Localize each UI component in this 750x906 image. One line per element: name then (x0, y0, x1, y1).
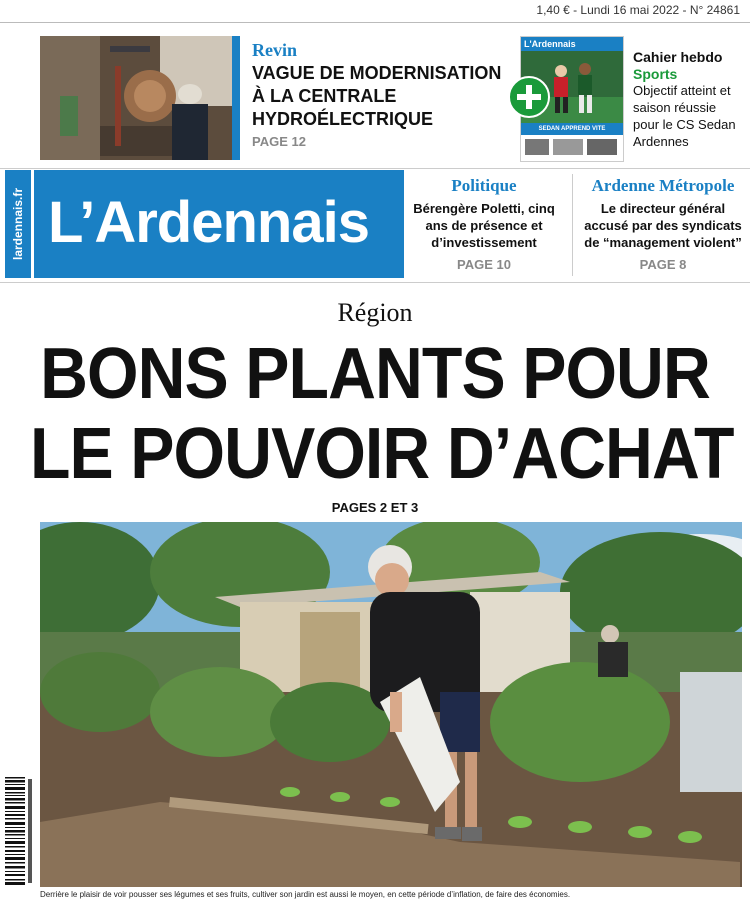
mini-cover-banner: SEDAN APPREND VITE (538, 126, 606, 132)
politique-teaser[interactable] (410, 176, 558, 272)
politique-body: Bérengère Poletti, cinq ans de présence et d’investissement (413, 201, 555, 250)
column-divider (572, 174, 573, 276)
main-pages-ref: PAGES 2 ET 3 (331, 500, 419, 515)
divider-masthead (0, 282, 750, 283)
hydro-plant-illustration (40, 36, 232, 160)
barcode (3, 775, 35, 887)
main-photo[interactable] (40, 522, 742, 887)
metropole-page-ref: PAGE 8 (639, 257, 687, 272)
main-kicker: Région (337, 298, 413, 327)
site-url: lardennais.fr (11, 187, 25, 261)
garden-illustration (40, 522, 742, 887)
metropole-body: Le directeur général accusé par des syndicats de “management violent” (584, 201, 742, 250)
main-headline-line1[interactable]: BONS PLANTS POUR (40, 334, 710, 414)
politique-section: Politique (451, 176, 517, 195)
teaser-page-ref: PAGE 12 (252, 134, 306, 149)
newspaper-title: L’Ardennais (48, 190, 369, 255)
masthead (34, 170, 404, 278)
divider-top (0, 168, 750, 169)
metropole-teaser[interactable] (578, 176, 748, 272)
photo-caption: Derrière le plaisir de voir pousser ses légumes et ses fruits, cultiver son jardin est aussi le moyen, en cette période d’inflation, de faire des économies. (40, 890, 571, 899)
teaser-title[interactable]: VAGUE DE MODERNISATION À LA CENTRALE HYDROÉLECTRIQUE (252, 63, 502, 129)
teaser-photo[interactable] (40, 36, 232, 160)
plus-icon (508, 76, 550, 118)
teaser-accent-bar (232, 36, 240, 160)
politique-page-ref: PAGE 10 (457, 257, 511, 272)
cahier-sports: Sports (633, 66, 678, 82)
site-url-strip[interactable] (5, 170, 31, 278)
main-headline-line2[interactable]: LE POUVOIR D’ACHAT (30, 414, 734, 494)
issue-info-bar (0, 0, 750, 23)
cahier-title: Cahier hebdo (633, 49, 723, 65)
teaser-section: Revin (252, 40, 297, 60)
issue-info: 1,40 € - Lundi 16 mai 2022 - N° 24861 (536, 3, 740, 17)
mini-cover-masthead: L'Ardennais (524, 39, 576, 49)
cahier-text[interactable]: Objectif atteint et saison réussie pour le CS Sedan Ardennes (633, 83, 736, 149)
metropole-section: Ardenne Métropole (591, 176, 735, 195)
